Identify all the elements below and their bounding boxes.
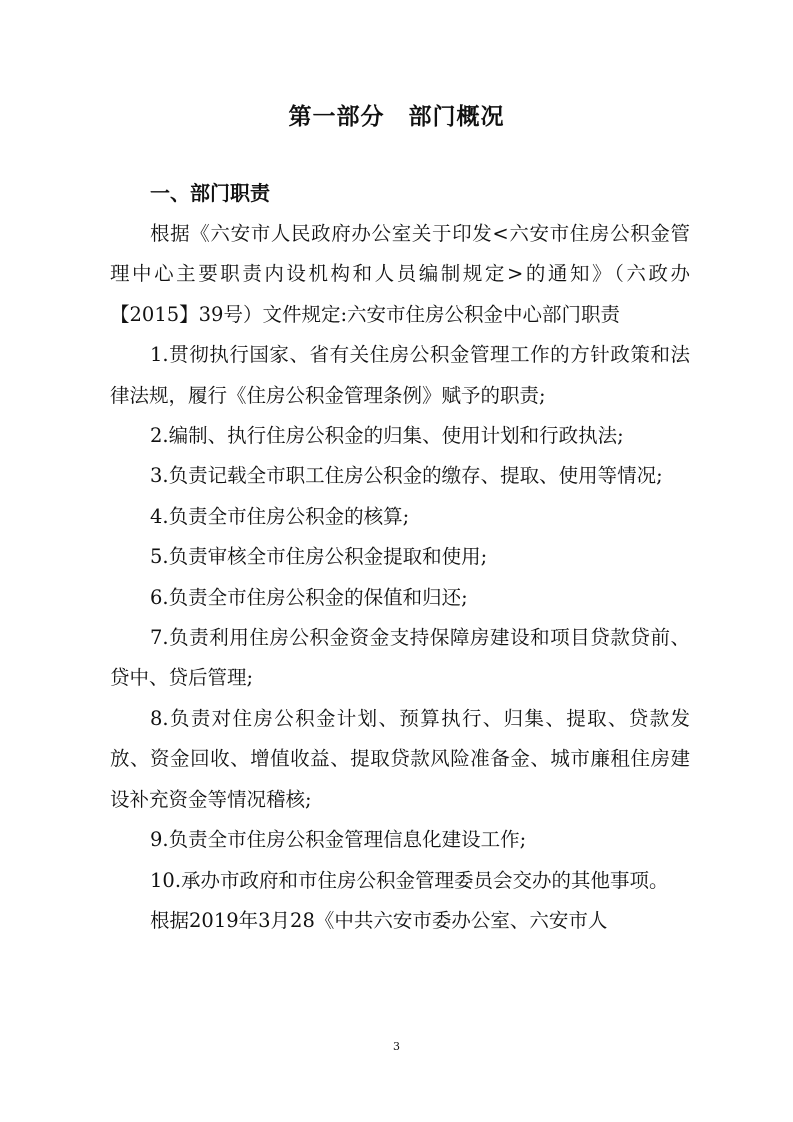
paragraph-item-1: 1.贯彻执行国家、省有关住房公积金管理工作的方针政策和法律法规，履行《住房公积金管理条例》赋予的职责;: [110, 343, 690, 407]
paragraph-item-6: 6.负责全市住房公积金的保值和归还;: [150, 585, 468, 609]
paragraph-item-3: 3.负责记载全市职工住房公积金的缴存、提取、使用等情况;: [150, 464, 663, 488]
paragraph-intro: 根据《六安市人民政府办公室关于印发<六安市住房公积金管理中心主要职责内设机构和人员编制规定>的通知》（六政办【2015】39号）文件规定:六安市住房公积金中心部门职责: [110, 222, 690, 326]
paragraph-continuation: 根据2019年3月28《中共六安市委办公室、六安市人: [150, 908, 608, 932]
page-number: 3: [393, 1040, 400, 1053]
paragraph-item-8: 8.负责对住房公积金计划、预算执行、归集、提取、贷款发放、资金回收、增值收益、提取贷款风险准备金、城市廉租住房建设补充资金等情况稽核;: [110, 706, 690, 811]
paragraph-item-5: 5.负责审核全市住房公积金提取和使用;: [150, 545, 488, 569]
paragraph-item-10: 10.承办市政府和市住房公积金管理委员会交办的其他事项。: [150, 868, 669, 892]
paragraph-item-2: 2.编制、执行住房公积金的归集、使用计划和行政执法;: [150, 424, 624, 448]
paragraph-item-9: 9.负责全市住房公积金管理信息化建设工作;: [150, 828, 527, 852]
section-heading: 一、部门职责: [150, 181, 270, 205]
page-title: 第一部分 部门概况: [288, 104, 505, 130]
paragraph-item-4: 4.负责全市住房公积金的核算;: [150, 504, 410, 528]
body-text: [110, 214, 690, 941]
paragraph-item-7: 7.负责利用住房公积金资金支持保障房建设和项目贷款贷前、贷中、贷后管理;: [110, 626, 690, 690]
